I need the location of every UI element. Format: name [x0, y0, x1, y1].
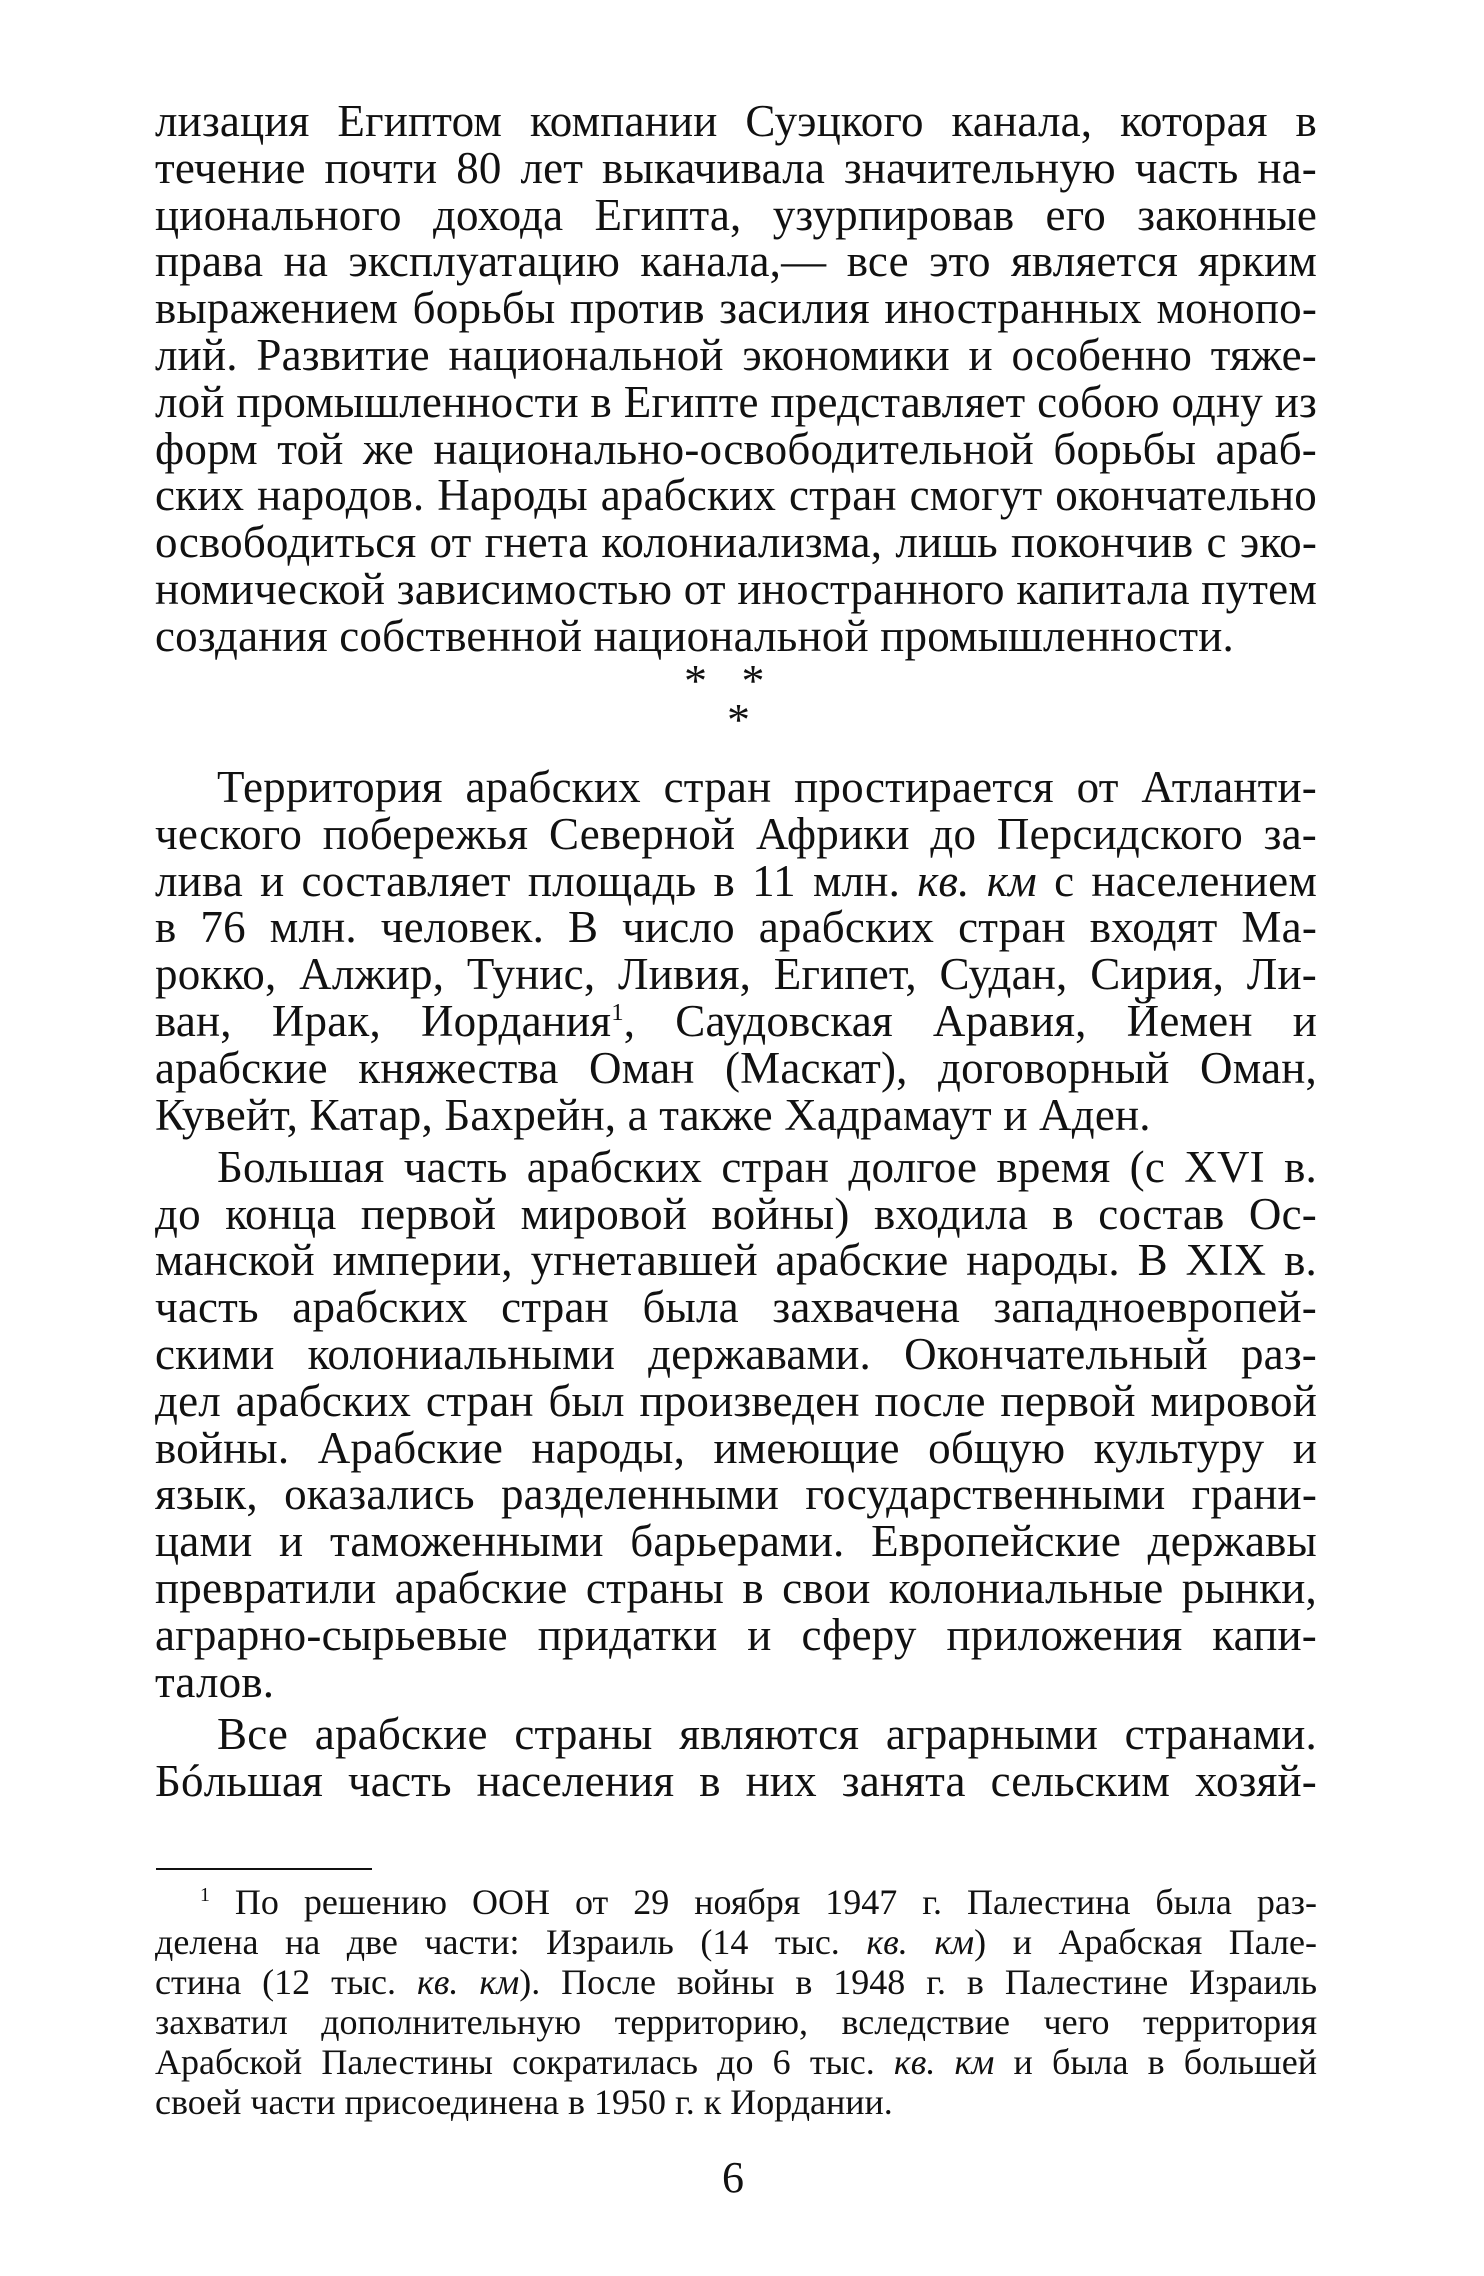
text-run: лива и составляет площадь в 11 млн.: [155, 855, 918, 906]
text-line: рокко, Алжир, Тунис, Ливия, Египет, Судан, Сирия, Ли-: [155, 949, 1317, 1000]
text-line: лизация Египтом компании Суэцкого канала, которая в: [155, 96, 1317, 146]
text-line: [155, 998, 1317, 1045]
text-line: номической зависимостью от иностранного капитала путем: [155, 564, 1317, 614]
text-run: По решению ООН от 29 ноября 1947 г. Палестина была раз-: [234, 1882, 1318, 1922]
unit-italic: кв. км: [866, 1922, 975, 1962]
text-line: манской империи, угнетавшей арабские народы. В XIX в.: [155, 1235, 1317, 1286]
text-line: талов.: [155, 1656, 275, 1707]
unit-italic: кв. км: [416, 1962, 520, 2002]
text-line: Большая часть арабских стран долгое время (с XVI в.: [217, 1141, 1317, 1192]
text-line: права на эксплуатацию канала,— все это является ярким: [155, 236, 1317, 287]
text-line: освободиться от гнета колониализма, лишь покончив с эко-: [155, 517, 1317, 568]
text-run: [210, 1882, 235, 1922]
footnote-line: [155, 2042, 1317, 2082]
text-run: стина (12 тыс.: [155, 1962, 417, 2002]
text-line: лий. Развитие национальной экономики и особенно тяже-: [155, 330, 1317, 380]
text-run: ) и Арабская Пале-: [974, 1922, 1318, 1962]
footnote-marker: 1: [200, 1884, 210, 1906]
text-run: захватил дополнительную территорию, вследствие чего территория: [155, 2002, 1317, 2042]
unit-italic: кв. км: [917, 855, 1037, 906]
footnote-line: [200, 1882, 1317, 1922]
text-run: своей части присоединена в 1950 г. к Иордании.: [155, 2082, 893, 2122]
text-line: дел арабских стран был произведен после первой мировой: [155, 1375, 1317, 1426]
text-line: часть арабских стран была захвачена западноевропей-: [155, 1282, 1317, 1333]
separator-top-stars: * *: [684, 654, 765, 706]
text-line: ционального дохода Египта, узурпировав его законные: [155, 189, 1317, 240]
footnote-line: [155, 2082, 1317, 2122]
text-line: превратили арабские страны в свои колониальные рынки,: [155, 1563, 1317, 1613]
text-line: войны. Арабские народы, имеющие общую культуру и: [155, 1422, 1317, 1473]
text-line: Кувейт, Катар, Бахрейн, а также Хадрамаут и Аден.: [155, 1089, 1151, 1140]
text-line: в 76 млн. человек. В число арабских стран входят Ма-: [155, 902, 1317, 953]
text-line: Бóльшая часть населения в них занята сельским хозяй-: [155, 1755, 1317, 1806]
text-line: [155, 855, 1317, 906]
unit-italic: кв. км: [893, 2042, 995, 2082]
text-run: ван, Ирак, Иордания: [155, 996, 612, 1046]
text-line: лой промышленности в Египте представляет собою одну из: [155, 376, 1317, 427]
text-run: ). После войны в 1948 г. в Палестине Израиль: [519, 1962, 1317, 2002]
text-line: ских народов. Народы арабских стран смогут окончательно: [155, 470, 1317, 521]
text-line: выражением борьбы против засилия иностранных монопо-: [155, 283, 1317, 334]
text-line: Территория арабских стран простирается от Атланти-: [217, 762, 1317, 812]
text-line: форм той же национально-освободительной борьбы араб-: [155, 423, 1317, 474]
text-line: скими колониальными державами. Окончательный раз-: [155, 1329, 1317, 1379]
text-line: язык, оказались разделенными государственными грани-: [155, 1469, 1317, 1520]
text-run: и была в большей: [994, 2042, 1317, 2082]
text-line: Все арабские страны являются аграрными странами.: [217, 1708, 1317, 1759]
text-run: с населением: [1036, 855, 1317, 906]
page-number: 6: [722, 2153, 744, 2202]
text-run: , Саудовская Аравия, Йемен и: [623, 996, 1317, 1046]
footnote-line: [155, 1922, 1317, 1962]
text-line: цами и таможенными барьерами. Европейские державы: [155, 1516, 1317, 1567]
text-line: создания собственной национальной промышленности.: [155, 610, 1235, 661]
text-line: течение почти 80 лет выкачивала значительную часть на-: [155, 142, 1317, 193]
footnote-line: [155, 1962, 1317, 2002]
footnote-line: [155, 2002, 1317, 2042]
text-line: ческого побережья Северной Африки до Персидского за-: [155, 808, 1317, 859]
text-line: арабские княжества Оман (Маскат), договорный Оман,: [155, 1042, 1317, 1093]
footnote-rule: [156, 1868, 372, 1870]
text-run: Арабской Палестины сократилась до 6 тыс.: [155, 2042, 894, 2082]
footnote-reference: 1: [611, 999, 624, 1026]
text-run: делена на две части: Израиль (14 тыс.: [155, 1922, 867, 1962]
separator-bottom-star: *: [727, 693, 750, 745]
text-line: аграрно-сырьевые придатки и сферу приложения капи-: [155, 1609, 1317, 1660]
text-line: до конца первой мировой войны) входила в состав Ос-: [155, 1188, 1317, 1239]
